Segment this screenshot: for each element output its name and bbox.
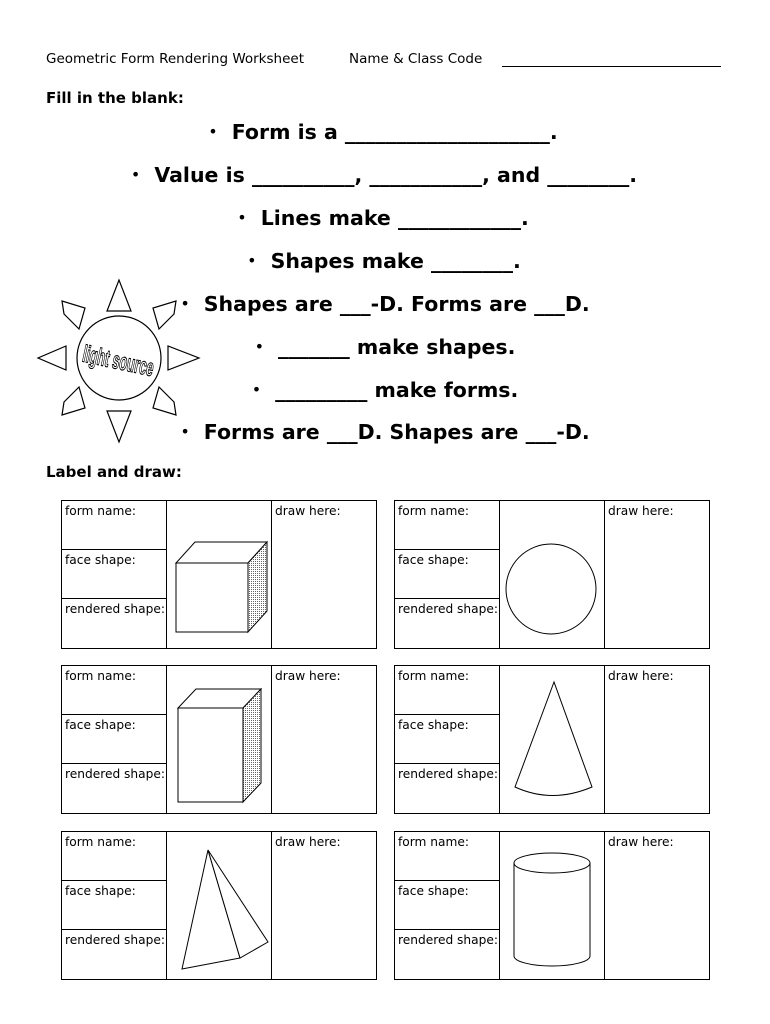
form-name-field[interactable]: form name: (395, 666, 499, 715)
draw-here-area[interactable]: draw here: (275, 669, 341, 683)
circle-figure (500, 501, 605, 648)
form-card-cone (394, 665, 710, 814)
card-labels (62, 501, 167, 648)
card-labels (62, 832, 167, 979)
pyramid-figure (167, 832, 272, 979)
fill-blank-item: • Value is __________, ___________, and ________. (130, 163, 638, 187)
fill-blank-item: • Shapes make ________. (247, 249, 521, 273)
form-name-field[interactable]: form name: (395, 832, 499, 881)
form-card-cube (61, 500, 377, 649)
form-card-pyramid (61, 831, 377, 980)
rendered-shape-field[interactable]: rendered shape: (65, 767, 165, 781)
fill-blank-item: • Shapes are ___-D. Forms are ___D. (180, 292, 590, 316)
rendered-shape-field[interactable]: rendered shape: (398, 933, 498, 947)
face-shape-field[interactable]: face shape: (395, 550, 499, 599)
form-name-field[interactable]: form name: (62, 501, 166, 550)
cylinder-figure (500, 832, 605, 979)
draw-here-area[interactable]: draw here: (275, 504, 341, 518)
face-shape-field[interactable]: face shape: (395, 715, 499, 764)
face-shape-field[interactable]: face shape: (62, 881, 166, 930)
rendered-shape-field[interactable]: rendered shape: (65, 602, 165, 616)
rendered-shape-field[interactable]: rendered shape: (398, 767, 498, 781)
card-labels (62, 666, 167, 813)
form-card-rectangular-prism (61, 665, 377, 814)
form-name-field[interactable]: form name: (62, 666, 166, 715)
form-card-circle (394, 500, 710, 649)
fill-blank-heading: Fill in the blank: (46, 89, 184, 107)
card-labels (395, 832, 500, 979)
draw-here-area[interactable]: draw here: (608, 669, 674, 683)
rendered-shape-field[interactable]: rendered shape: (398, 602, 498, 616)
worksheet-title: Geometric Form Rendering Worksheet (46, 51, 304, 67)
card-labels (395, 501, 500, 648)
cube-figure (167, 501, 272, 648)
rendered-shape-field[interactable]: rendered shape: (65, 933, 165, 947)
fill-blank-item: • Lines make ____________. (237, 206, 529, 230)
draw-here-area[interactable]: draw here: (608, 504, 674, 518)
face-shape-field[interactable]: face shape: (62, 715, 166, 764)
light-source-label: light source (80, 340, 219, 396)
rectangular-prism-figure (167, 666, 272, 813)
fill-blank-item: • Form is a ____________________. (208, 120, 558, 144)
card-labels (395, 666, 500, 813)
draw-here-area[interactable]: draw here: (608, 835, 674, 849)
fill-blank-item: • _________ make forms. (251, 378, 519, 402)
draw-here-area[interactable]: draw here: (275, 835, 341, 849)
face-shape-field[interactable]: face shape: (62, 550, 166, 599)
name-class-input-line[interactable] (502, 66, 721, 67)
name-class-label: Name & Class Code (349, 51, 483, 67)
face-shape-field[interactable]: face shape: (395, 881, 499, 930)
label-draw-heading: Label and draw: (46, 463, 182, 481)
fill-blank-item: • Forms are ___D. Shapes are ___-D. (180, 420, 590, 444)
form-name-field[interactable]: form name: (395, 501, 499, 550)
cone-figure (500, 666, 605, 813)
fill-blank-item: • _______ make shapes. (254, 335, 516, 359)
form-card-cylinder (394, 831, 710, 980)
form-name-field[interactable]: form name: (62, 832, 166, 881)
light-source-sun-icon (36, 277, 219, 445)
